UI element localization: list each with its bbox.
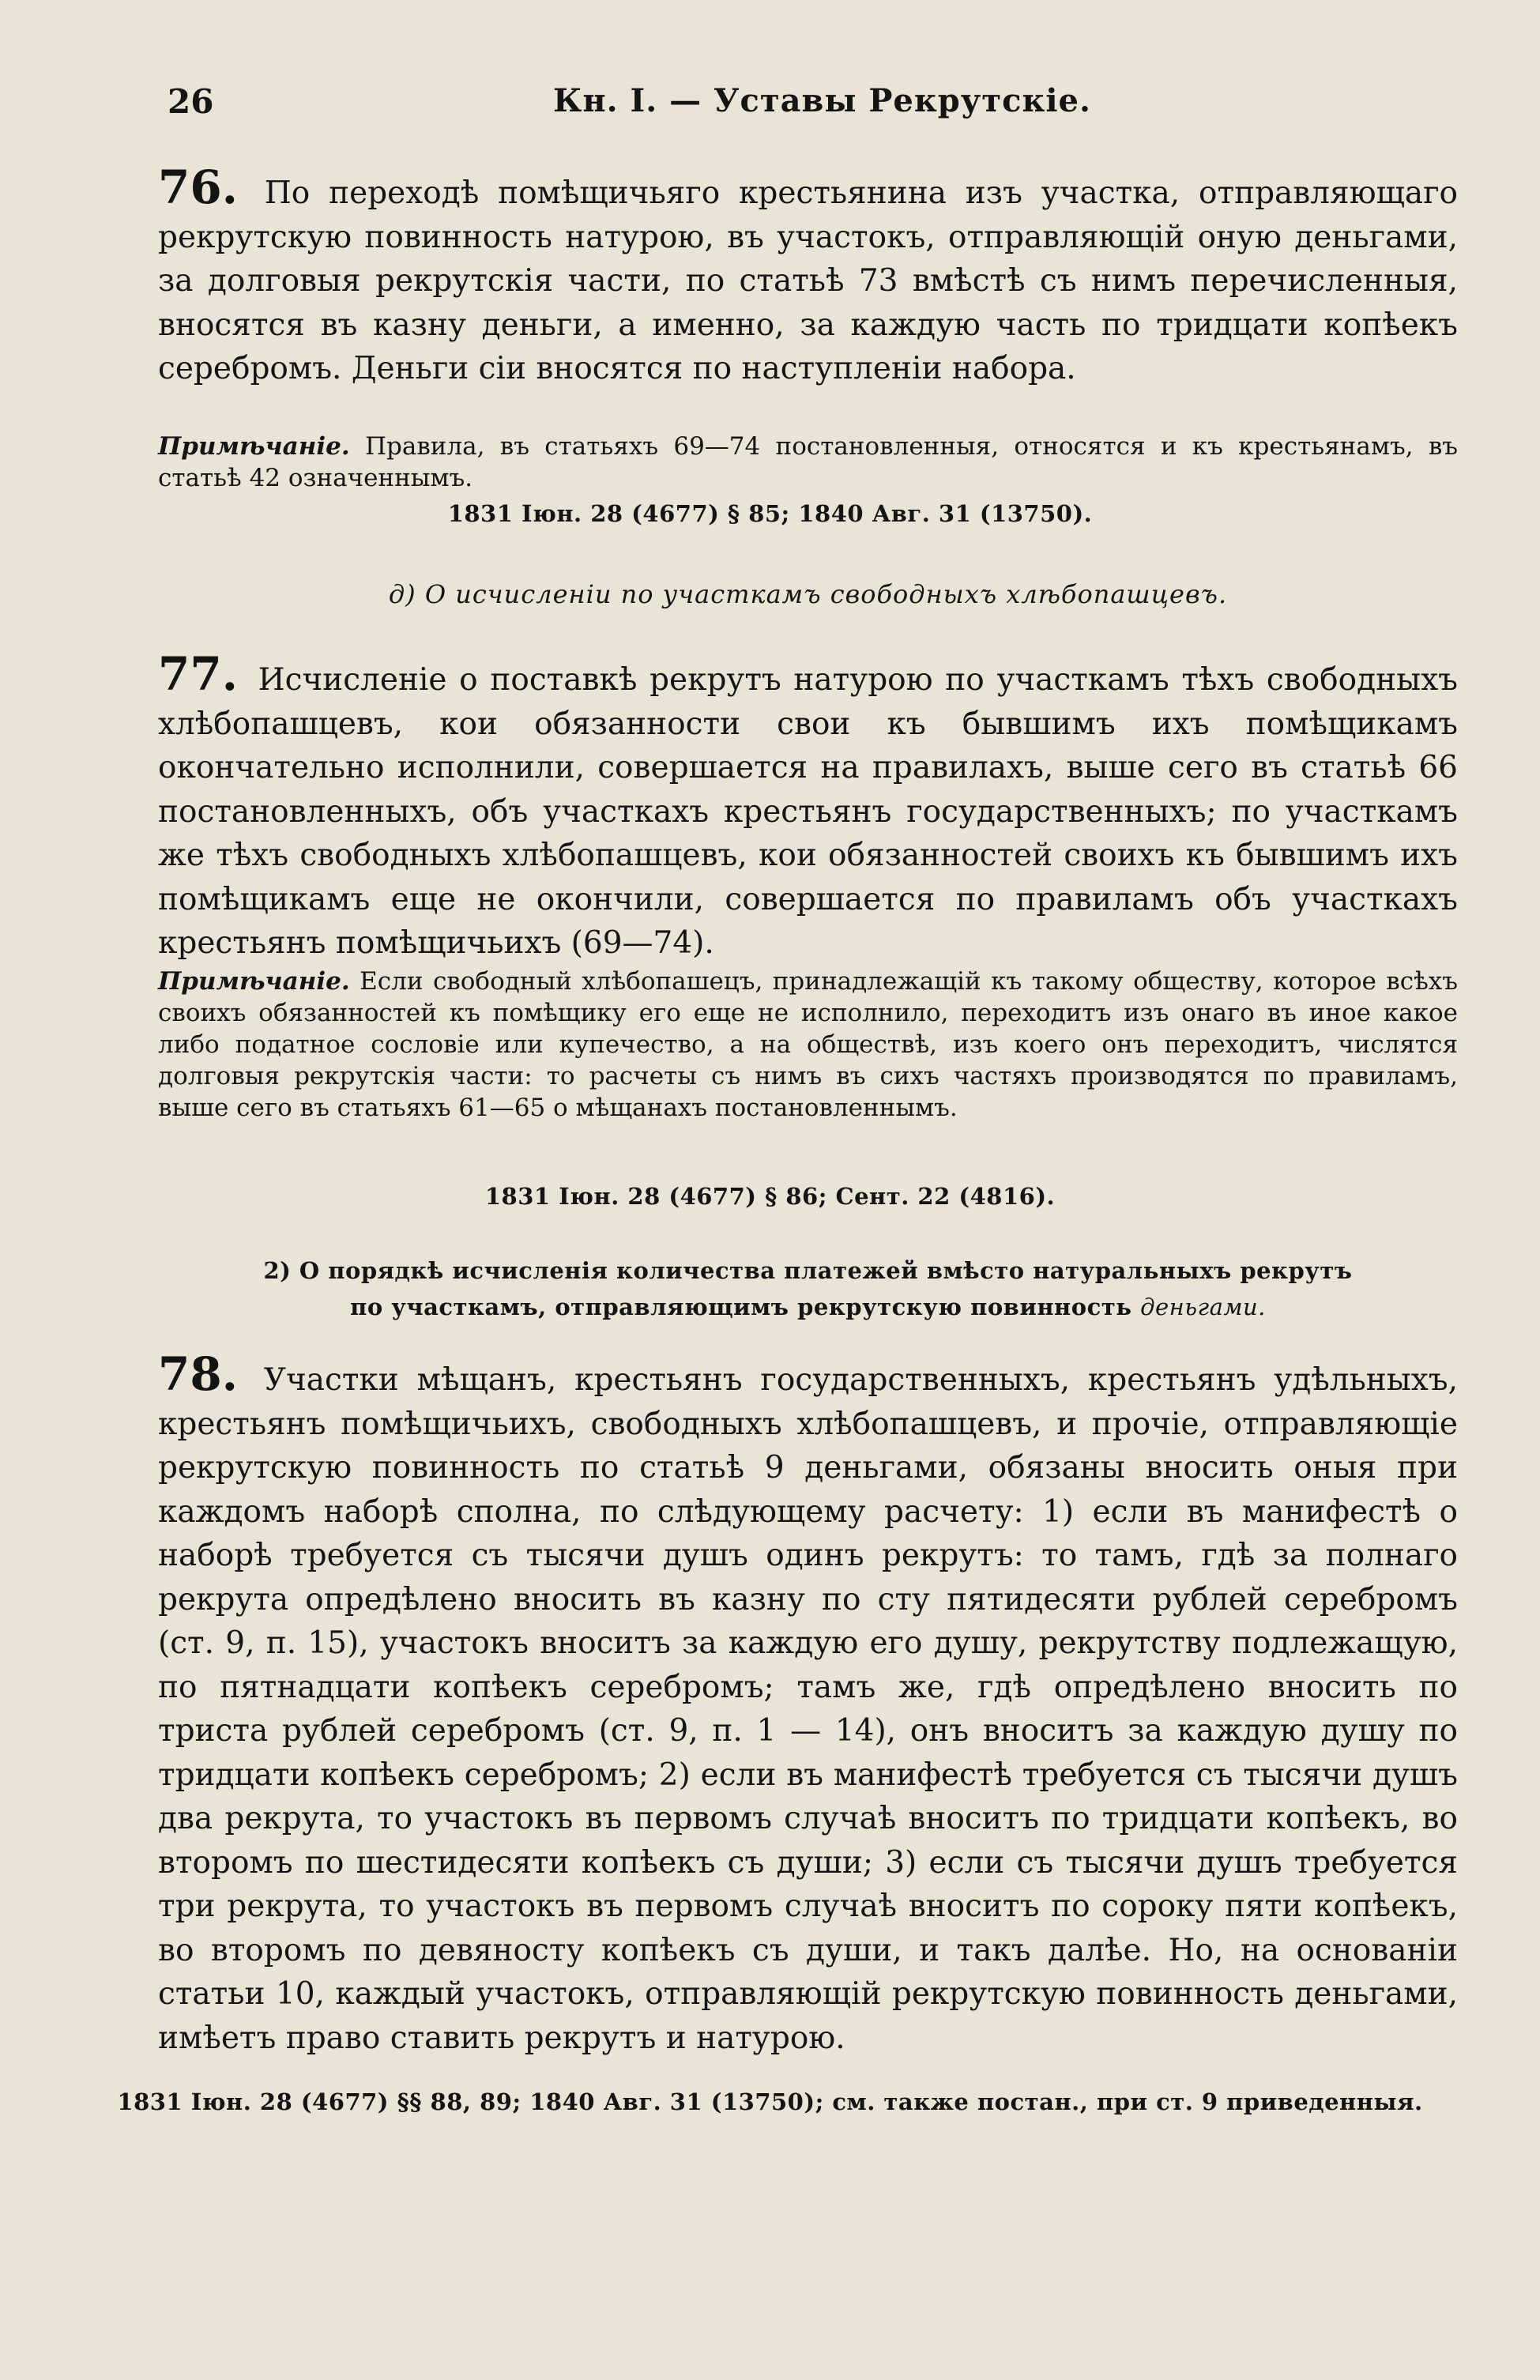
note-text: Если свободный хлѣбопашецъ, принадлежащій къ такому обществу, которое всѣхъ своихъ обязанностей къ помѣщику его еще не исполнило, переходитъ изъ онаго въ иное какое либо податное сословіе или купечество, а на обществѣ, изъ коего онъ переходитъ, числятся долговыя рекрутскія части: то расчеты съ нимъ въ сихъ частяхъ производятся по правиламъ, выше сего въ статьяхъ 61—65 о мѣщанахъ постановленнымъ. [158,967,1458,1122]
article-77-note [158,966,1458,1124]
note-label: Примѣчаніе. [158,432,350,461]
running-head: Кн. I. — Уставы Рекрутскіе. [553,82,1091,119]
page-number: 26 [168,82,214,121]
article-78 [158,1347,1458,2060]
section-heading-line-2-italic: деньгами. [1140,1294,1266,1320]
note-text: Правила, въ статьяхъ 69—74 постановленныя, относятся и къ крестьянамъ, въ статьѣ 42 означеннымъ. [158,432,1458,492]
article-number: 77. [158,647,238,701]
article-text: Исчисленіе о поставкѣ рекрутъ натурою по участкамъ тѣхъ свободныхъ хлѣбопашцевъ, кои обязанности свои къ бывшимъ ихъ помѣщикамъ окончательно исполнили, совершается на правилахъ, выше сего въ статьѣ 66 постановленныхъ, объ участкахъ крестьянъ государственныхъ; по участкамъ же тѣхъ свободныхъ хлѣбопашцевъ, кои обязанностей своихъ къ бывшимъ ихъ помѣщикамъ еще не окончили, совершается по правиламъ объ участкахъ крестьянъ помѣщичьихъ (69—74). [158,662,1458,961]
section-heading-2 [158,1252,1458,1325]
section-heading-line-2 [158,1289,1458,1325]
article-text: По переходѣ помѣщичьяго крестьянина изъ участка, отправляющаго рекрутскую повинность натурою, въ участокъ, отправляющій оную деньгами, за долговыя рекрутскія части, по статьѣ 73 вмѣстѣ съ нимъ перечисленныя, вносятся въ казну деньги, а именно, за каждую часть по тридцати копѣекъ серебромъ. Деньги сіи вносятся по наступленіи набора. [158,175,1458,386]
note-label: Примѣчаніе. [158,967,350,996]
article-76-citation: 1831 Іюн. 28 (4677) § 85; 1840 Авг. 31 (13750). [447,500,1093,527]
article-77 [158,647,1458,966]
section-heading-d: д) О исчисленіи по участкамъ свободныхъ хлѣбопашцевъ. [388,579,1228,609]
article-number: 76. [158,160,238,214]
section-heading-line-2-text: по участкамъ, отправляющимъ рекрутскую повинность [350,1294,1132,1320]
article-76-note [158,431,1458,494]
article-78-citation: 1831 Іюн. 28 (4677) §§ 88, 89; 1840 Авг. 31 (13750); см. также постан., при ст. 9 приведенныя. [117,2088,1423,2115]
article-number: 78. [158,1347,238,1401]
article-text: Участки мѣщанъ, крестьянъ государственныхъ, крестьянъ удѣльныхъ, крестьянъ помѣщичьихъ, свободныхъ хлѣбопашцевъ, и прочіе, отправляющіе рекрутскую повинность по статьѣ 9 деньгами, обязаны вносить оныя при каждомъ наборѣ сполна, по слѣдующему расчету: 1) если въ манифестѣ о наборѣ требуется съ тысячи душъ одинъ рекрутъ: то тамъ, гдѣ за полнаго рекрута опредѣлено вносить въ казну по сту пятидесяти рублей серебромъ (ст. 9, п. 15), участокъ вноситъ за каждую его душу, рекрутству подлежащую, по пятнадцати копѣекъ серебромъ; тамъ же, гдѣ опредѣлено вносить по триста рублей серебромъ (ст. 9, п. 1 — 14), онъ вноситъ за каждую душу по тридцати копѣекъ серебромъ; 2) если въ манифестѣ требуется съ тысячи душъ два рекрута, то участокъ въ первомъ случаѣ вноситъ по тридцати копѣекъ, во второмъ по шестидесяти копѣекъ съ души; 3) если съ тысячи душъ требуется три рекрута, то участокъ въ первомъ случаѣ вноситъ по сороку пяти копѣекъ, во второмъ по девяносту копѣекъ съ души, и такъ далѣе. Но, на основаніи статьи 10, каждый участокъ, отправляющій рекрутскую повинность деньгами, имѣетъ право ставить рекрутъ и натурою. [158,1362,1458,2056]
article-76 [158,160,1458,391]
section-heading-line-1: 2) О порядкѣ исчисленія количества платежей вмѣсто натуральныхъ рекрутъ [263,1257,1353,1284]
article-77-citation: 1831 Іюн. 28 (4677) § 86; Сент. 22 (4816). [484,1183,1056,1210]
